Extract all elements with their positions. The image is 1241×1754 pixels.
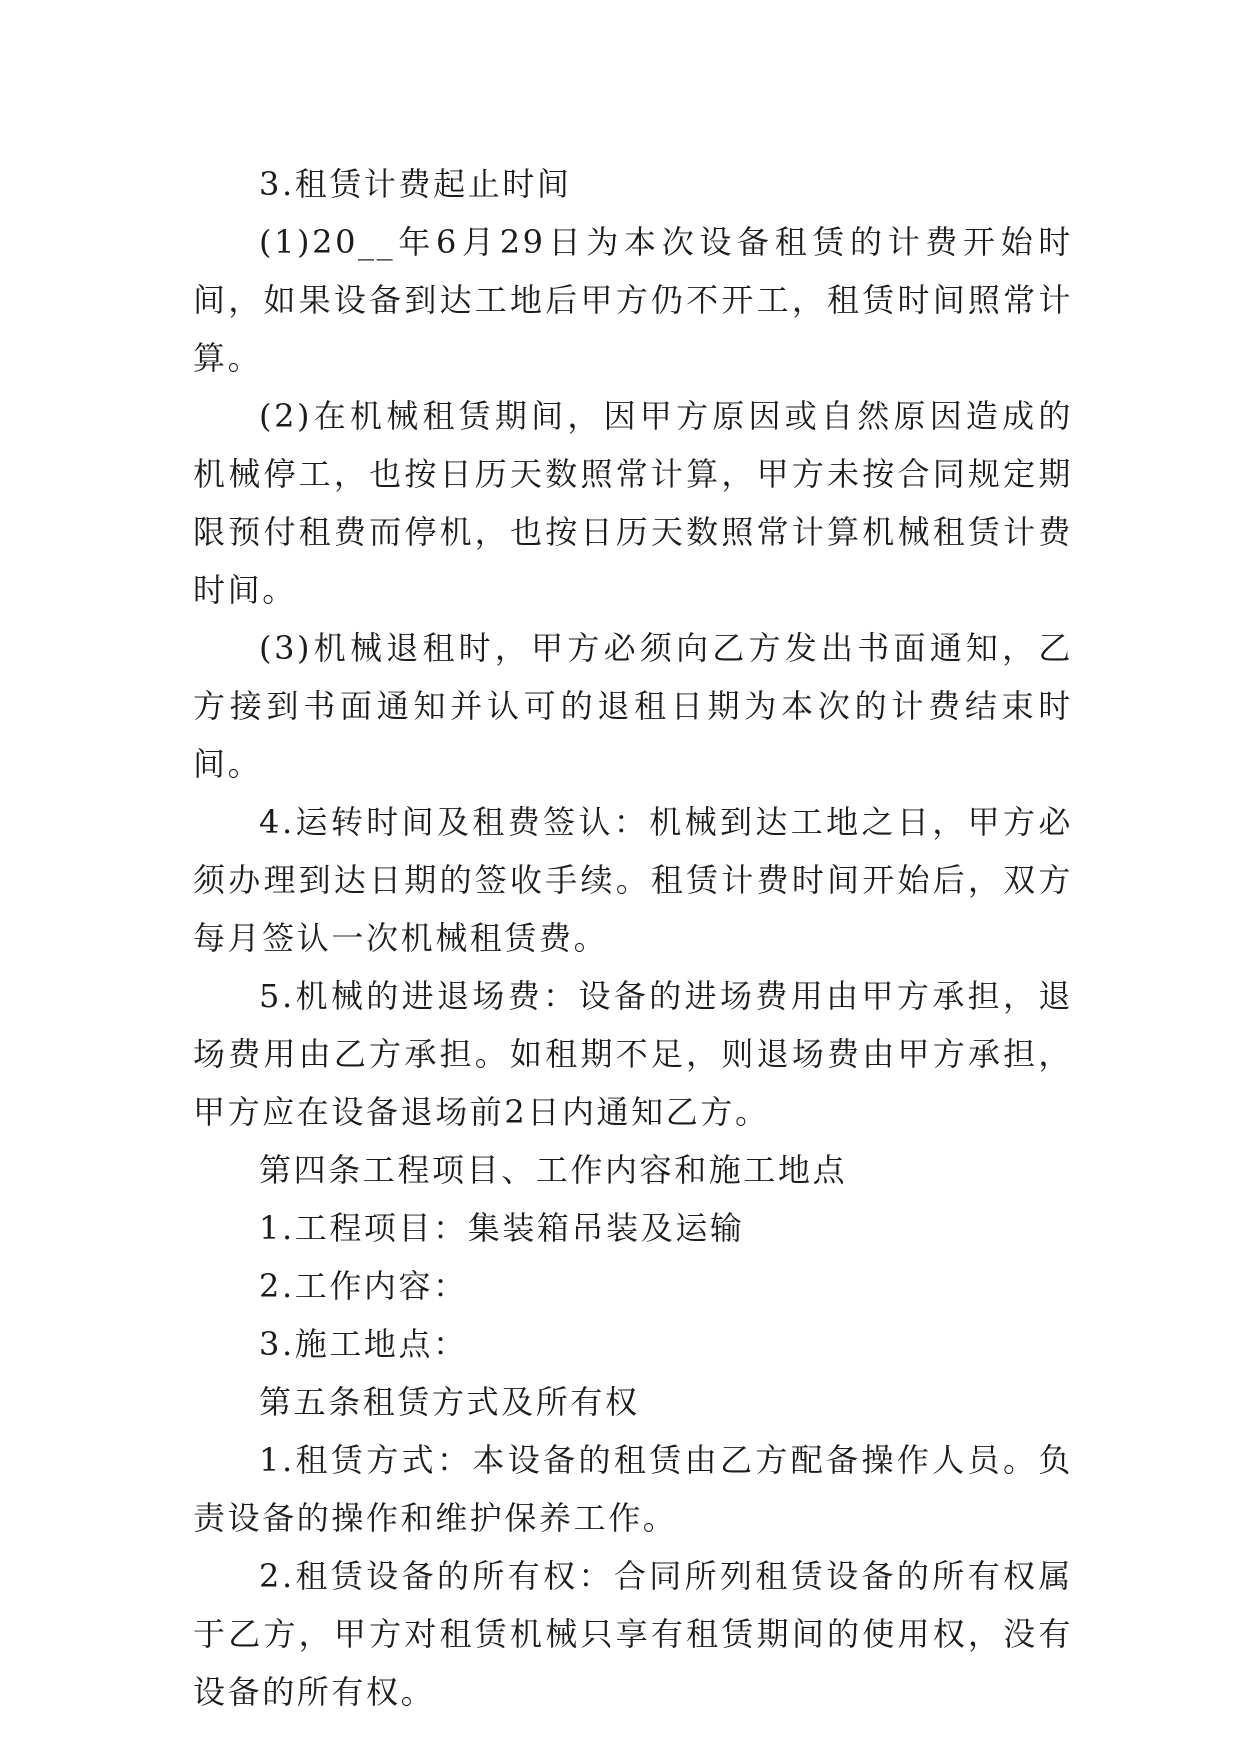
paragraph-billing-start: (1)20__年6月29日为本次设备租赁的计费开始时间，如果设备到达工地后甲方仍不开工，租赁时间照常计算。 <box>193 223 1073 377</box>
paragraph-lease-method: 1.租赁方式：本设备的租赁由乙方配备操作人员。负责设备的操作和维护保养工作。 <box>193 1441 1073 1537</box>
paragraph-ownership: 2.租赁设备的所有权：合同所列租赁设备的所有权属于乙方，甲方对租赁机械只享有租赁期间的使用权，没有设备的所有权。 <box>193 1557 1073 1711</box>
paragraph-downtime-billing: (2)在机械租赁期间，因甲方原因或自然原因造成的机械停工，也按日历天数照常计算，甲方未按合同规定期限预付租费而停机，也按日历天数照常计算机械租赁计费时间。 <box>193 397 1073 609</box>
paragraph-work-content: 2.工作内容： <box>259 1267 468 1305</box>
paragraph-entry-exit-fee: 5.机械的进退场费：设备的进场费用由甲方承担，退场费用由乙方承担。如租期不足，则退场费由甲方承担，甲方应在设备退场前2日内通知乙方。 <box>193 977 1073 1131</box>
paragraph-project-item: 1.工程项目：集装箱吊装及运输 <box>259 1209 745 1247</box>
paragraph-construction-site: 3.施工地点： <box>259 1325 468 1363</box>
document-body <box>193 155 1073 1721</box>
article-5-heading: 第五条租赁方式及所有权 <box>259 1383 640 1421</box>
paragraph-return-notice: (3)机械退租时，甲方必须向乙方发出书面通知，乙方接到书面通知并认可的退租日期为本次的计费结束时间。 <box>193 629 1073 783</box>
article-4-heading: 第四条工程项目、工作内容和施工地点 <box>259 1151 848 1189</box>
paragraph-operation-time: 4.运转时间及租费签认：机械到达工地之日，甲方必须办理到达日期的签收手续。租赁计费时间开始后，双方每月签认一次机械租赁费。 <box>193 803 1073 957</box>
paragraph-billing-period-heading: 3.租赁计费起止时间 <box>259 165 572 203</box>
